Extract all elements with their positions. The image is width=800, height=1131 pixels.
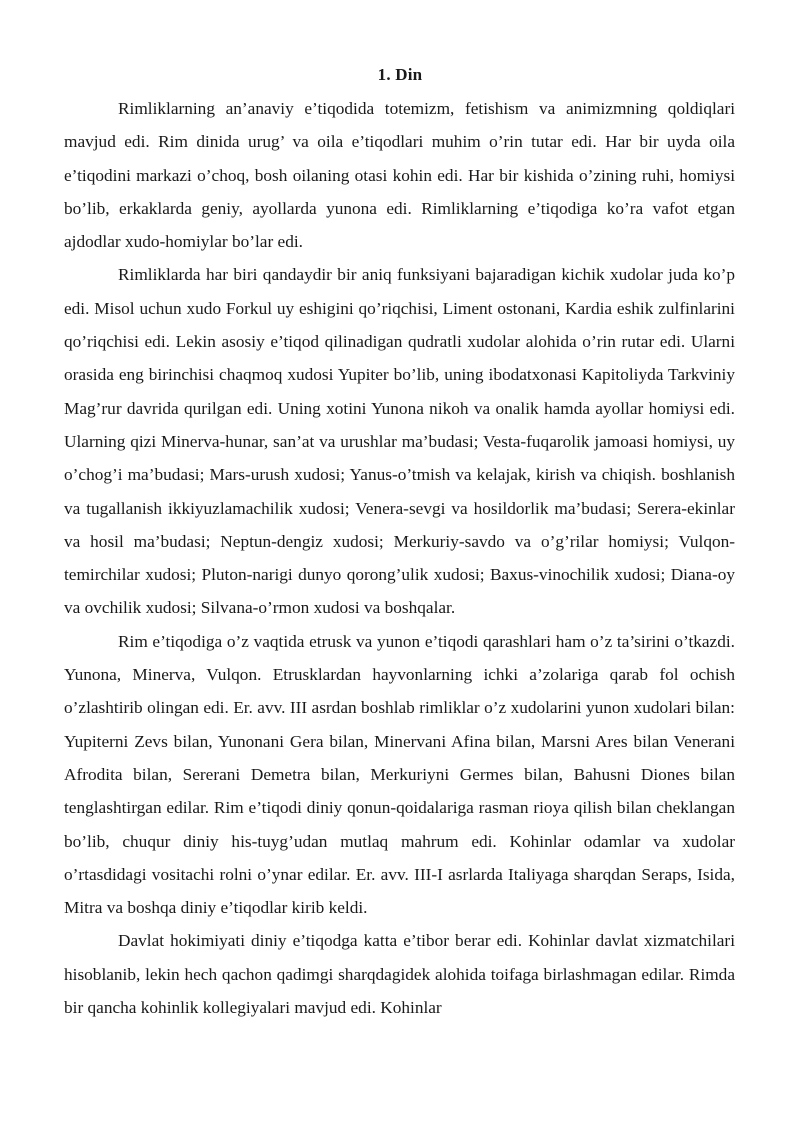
paragraph-2: Rimliklarda har biri qandaydir bir aniq funksiyani bajaradigan kichik xudolar juda ko’p edi. Misol uchun xudo Forkul uy eshigini qo’riqchisi, Liment ostonani, Kardia eshik zulfinlarini qo’riqchisi edi. Lekin asosiy e’tiqod qilinadigan qudratli xudolar alohida o’rin rutar edi. Ularni orasida eng birinchisi chaqmoq xudosi Yupiter bo’lib, uning ibodatxonasi Kapitoliyda Tarkviniy Mag’rur davrida qurilgan edi. Uning xotini Yunona nikoh va onalik hamda ayollar homiysi edi. Ularning qizi Minerva-hunar, san’at va urushlar ma’budasi; Vesta-fuqarolik jamoasi homiysi, uy o’chog’i ma’budasi; Mars-urush xudosi; Yanus-o’tmish va kelajak, kirish va chiqish. boshlanish va tugallanish ikkiyuzlamachilik xudosi; Venera-sevgi va hosildorlik ma’budasi; Serera-ekinlar va hosil ma’budasi; Neptun-dengiz xudosi; Merkuriy-savdo va o’g’rilar homiysi; Vulqon-temirchilar xudosi; Pluton-narigi dunyo qorong’ulik xudosi; Baxus-vinochilik xudosi; Diana-oy va ovchilik xudosi; Silvana-o’rmon xudosi va boshqalar. <box>64 265 735 618</box>
paragraph-4: Davlat hokimiyati diniy e’tiqodga katta e’tibor berar edi. Kohinlar davlat xizmatchilari hisoblanib, lekin hech qachon qadimgi sharqdagidek alohida toifaga birlashmagan edilar. Rimda bir qancha kohinlik kollegiyalari mavjud edi. Kohinlar <box>64 931 735 1018</box>
paragraph-1: Rimliklarning an’anaviy e’tiqodida totemizm, fetishism va animizmning qoldiqlari mavjud edi. Rim dinida urug’ va oila e’tiqodlari muhim o’rin tutar edi. Har bir uyda oila e’tiqodini markazi o’choq, bosh oilaning otasi kohin edi. Har bir kishida o’zining ruhi, homiysi bo’lib, erkaklarda geniy, ayollarda yunona edi. Rimliklarning e’tiqodiga ko’ra vafot etgan ajdodlar xudo-homiylar bo’lar edi. <box>64 99 735 252</box>
paragraph-3: Rim e’tiqodiga o’z vaqtida etrusk va yunon e’tiqodi qarashlari ham o’z ta’sirini o’tkazdi. Yunona, Minerva, Vulqon. Etrusklardan hayvonlarning ichki a’zolariga qarab fol ochish o’zlashtirib olingan edi. Er. avv. III asrdan boshlab rimliklar o’z xudolarini yunon xudolari bilan: Yupiterni Zevs bilan, Yunonani Gera bilan, Minervani Afina bilan, Marsni Ares bilan Venerani Afrodita bilan, Sererani Demetra bilan, Merkuriyni Germes bilan, Bahusni Diones bilan tenglashtirgan edilar. Rim e’tiqodi diniy qonun-qoidalariga rasman rioya qilish bilan cheklangan bo’lib, chuqur diniy his-tuyg’udan mutlaq mahrum edi. Kohinlar odamlar va xudolar o’rtasdidagi vositachi rolni o’ynar edilar. Er. avv. III-I asrlarda Italiyaga sharqdan Seraps, Isida, Mitra va boshqa diniy e’tiqodlar kirib keldi. <box>64 631 735 918</box>
section-heading: 1. Din <box>377 65 423 84</box>
body-text <box>64 92 735 1024</box>
